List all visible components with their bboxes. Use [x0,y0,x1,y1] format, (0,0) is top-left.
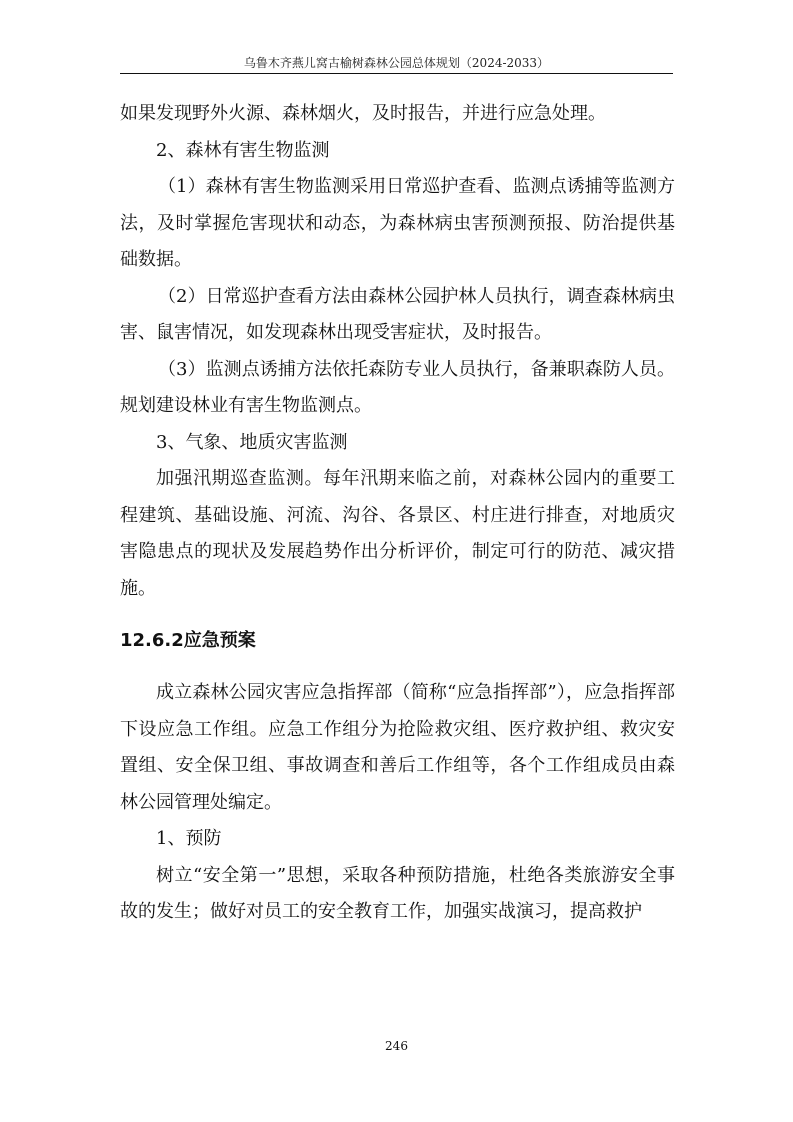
page-body [120,96,675,931]
subheading-weather-geology: 3、气象、地质灾害监测 [156,431,348,453]
paragraph-fire-report: 如果发现野外火源、森林烟火，及时报告，并进行应急处理。 [120,103,606,124]
header-divider [120,73,673,74]
paragraph-command-center: 成立森林公园灾害应急指挥部（简称“应急指挥部”），应急指挥部下设应急工作组。应急工作组分为抢险救灾组、医疗救护组、救灾安置组、安全保卫组、事故调查和善后工作组等，各个工作组成员由森林公园管理处编定。 [120,682,675,813]
running-header: 乌鲁木齐燕儿窝古榆树森林公园总体规划（2024-2033） [243,56,550,70]
section-heading-emergency-plan: 12.6.2应急预案 [120,630,256,651]
paragraph-pest-method-3: （3）监测点诱捕方法依托森防专业人员执行，备兼职森防人员。规划建设林业有害生物监测点。 [120,358,675,416]
paragraph-pest-method-1: （1）森林有害生物监测采用日常巡护查看、监测点诱捕等监测方法，及时掌握危害现状和动态，为森林病虫害预测预报、防治提供基础数据。 [120,176,675,270]
paragraph-pest-method-2: （2）日常巡护查看方法由森林公园护林人员执行，调查森林病虫害、鼠害情况，如发现森林出现受害症状，及时报告。 [120,285,675,343]
page-number: 246 [385,1039,408,1053]
paragraph-flood-inspection: 加强汛期巡查监测。每年汛期来临之前，对森林公园内的重要工程建筑、基础设施、河流、沟谷、各景区、村庄进行排查，对地质灾害隐患点的现状及发展趋势作出分析评价，制定可行的防范、减灾措施。 [120,468,675,599]
subheading-prevention: 1、预防 [156,828,222,849]
paragraph-prevention: 树立“安全第一”思想，采取各种预防措施，杜绝各类旅游安全事故的发生；做好对员工的安全教育工作，加强实战演习，提高救护 [120,864,675,922]
subheading-pest-monitoring: 2、森林有害生物监测 [156,139,330,161]
